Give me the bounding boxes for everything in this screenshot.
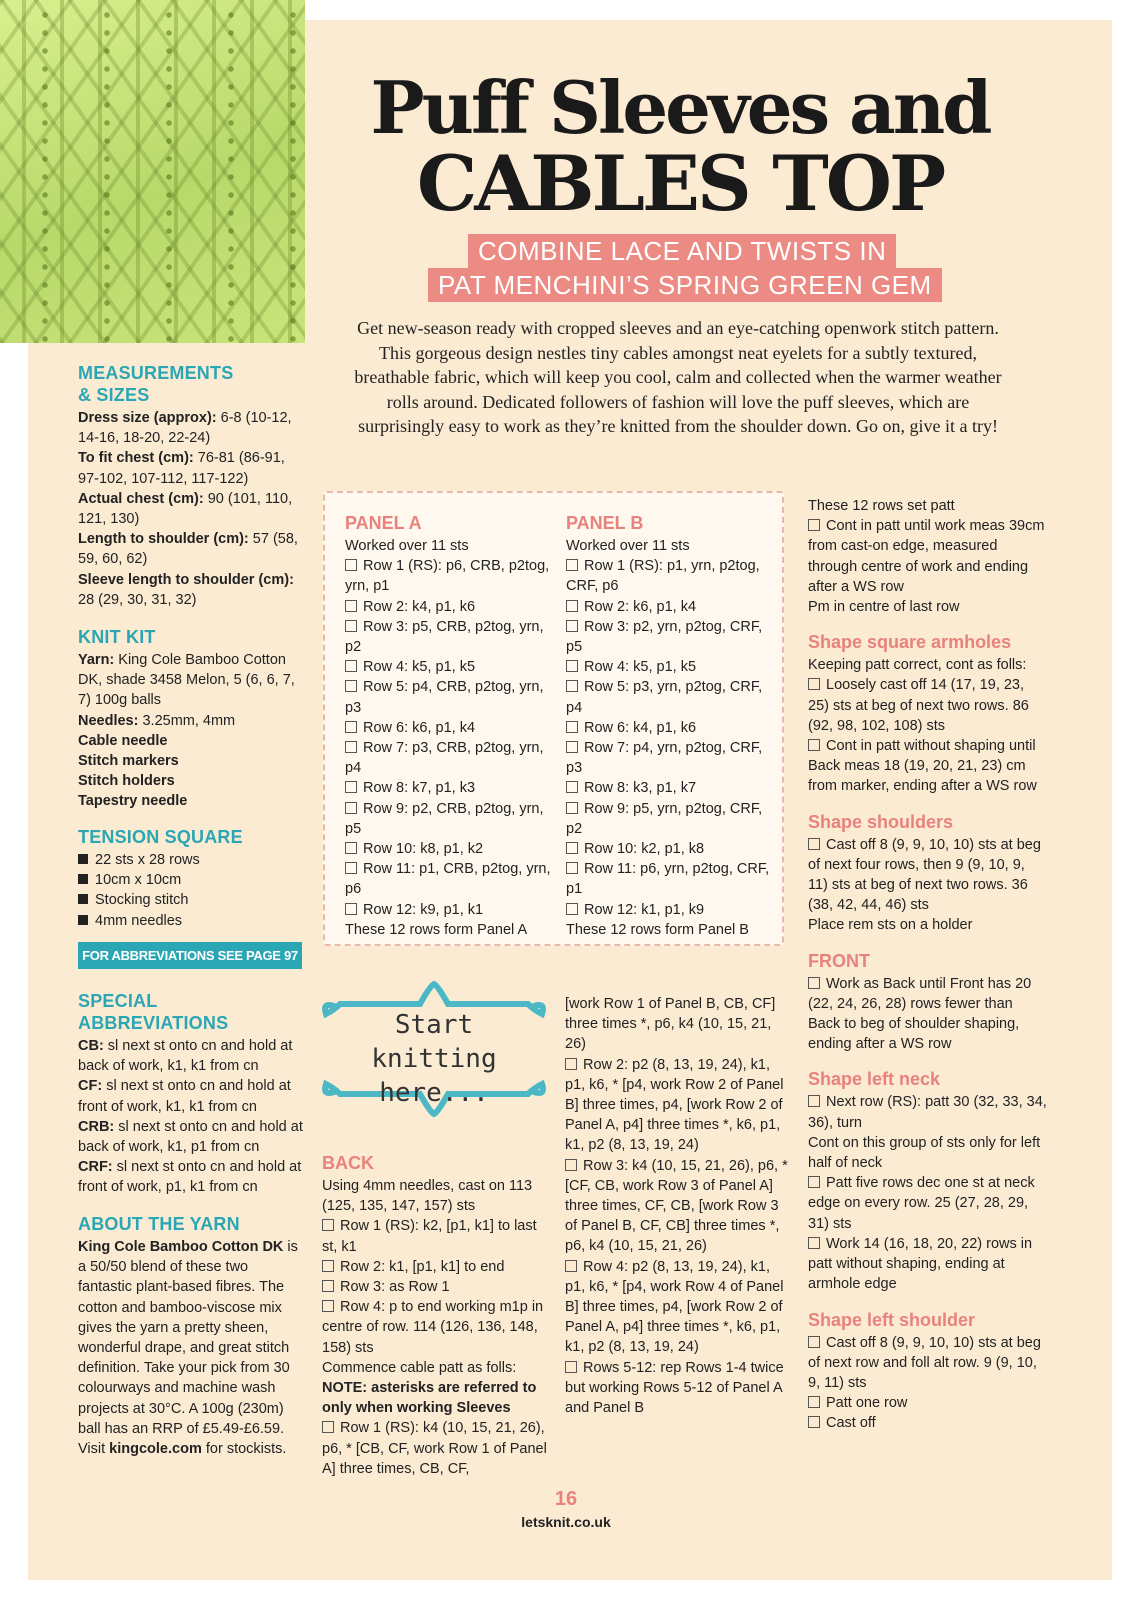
shoulders-heading: Shape shoulders: [808, 811, 954, 832]
measurement-item-3: Actual chest (cm): 90 (101, 110, 121, 130): [78, 490, 293, 528]
checkbox[interactable]: [565, 1159, 577, 1171]
checkbox[interactable]: [345, 620, 357, 632]
yarn-line: Yarn: King Cole Bamboo Cotton DK, shade 3458 Melon, 5 (6, 6, 7, 7) 100g balls: [78, 652, 295, 709]
checkbox[interactable]: [322, 1219, 334, 1231]
checkbox[interactable]: [345, 862, 357, 874]
checkbox[interactable]: [808, 519, 820, 531]
panel-a-row-10: Row 10: k8, p1, k2: [345, 839, 557, 859]
checkbox[interactable]: [566, 559, 578, 571]
abbrev-item-3: CRB: sl next st onto cn and hold at back of work, k1, p1 from cn: [78, 1118, 303, 1156]
left-neck-heading: Shape left neck: [808, 1069, 941, 1090]
checkbox[interactable]: [808, 1336, 820, 1348]
checkbox[interactable]: [345, 660, 357, 672]
tension-item-3: Stocking stitch: [78, 890, 304, 910]
back-row-3: Row 3: as Row 1: [322, 1277, 554, 1297]
panel-a-row-11: Row 11: p1, CRB, p2tog, yrn, p6: [345, 861, 551, 898]
kingcole-link[interactable]: kingcole.com: [109, 1441, 202, 1458]
left-neck-row1: Next row (RS): patt 30 (32, 33, 34, 36), turn: [808, 1094, 1047, 1131]
left-shoulder-row-3: Cast off: [808, 1413, 1048, 1433]
checkbox[interactable]: [345, 600, 357, 612]
checkbox[interactable]: [345, 802, 357, 814]
checkbox[interactable]: [566, 660, 578, 672]
panel-a-row-3: Row 3: p5, CRB, p2tog, yrn, p2: [345, 618, 544, 656]
checkbox[interactable]: [322, 1280, 334, 1292]
panel-a-row-6: Row 6: k6, p1, k4: [345, 718, 557, 738]
checkbox[interactable]: [345, 741, 357, 753]
panel-b-row-12: Row 12: k1, p1, k9: [566, 900, 778, 920]
checkbox[interactable]: [566, 802, 578, 814]
panel-a-heading: PANEL A: [345, 513, 422, 533]
kit-item-4: Tapestry needle: [78, 793, 188, 810]
set-patt: These 12 rows set patt: [808, 498, 955, 514]
panel-a-row-8: Row 8: k7, p1, k3: [345, 778, 557, 798]
about-yarn-section: [78, 1213, 304, 1459]
panel-a-row-7: Row 7: p3, CRB, p2tog, yrn, p4: [345, 740, 544, 777]
knit-swatch-photo: [0, 0, 305, 343]
knit-kit-section: [78, 626, 304, 812]
abbrev-item-1: CB: sl next st onto cn and hold at back of work, k1, k1 from cn: [78, 1038, 293, 1075]
panel-b-heading: PANEL B: [566, 513, 644, 533]
checkbox[interactable]: [808, 1416, 820, 1428]
back-continued: [565, 994, 790, 1418]
panel-b-row-6: Row 6: k4, p1, k6: [566, 718, 778, 738]
checkbox[interactable]: [566, 600, 578, 612]
left-neck-text: Cont on this group of sts only for left half of neck: [808, 1134, 1041, 1172]
panel-a-row-9: Row 9: p2, CRB, p2tog, yrn, p5: [345, 800, 544, 837]
panel-a-row-12: Row 12: k9, p1, k1: [345, 900, 557, 920]
checkbox[interactable]: [345, 559, 357, 571]
panel-b-row-1: Row 1 (RS): p1, yrn, p2tog, CRF, p6: [566, 558, 760, 595]
back-cont: [work Row 1 of Panel B, CB, CF] three times *, p6, k4 (10, 15, 21, 26): [565, 996, 776, 1053]
badge-line-1: Start: [394, 1010, 474, 1040]
checkbox[interactable]: [345, 680, 357, 692]
square-bullet-icon: [78, 894, 88, 904]
start-knitting-badge: [320, 980, 548, 1118]
subtitle-line-1: COMBINE LACE AND TWISTS IN: [468, 234, 896, 268]
back-row1: Row 1 (RS): k4 (10, 15, 21, 26), p6, * [CB, CF, work Row 1 of Panel A] three times, CB, CF,: [322, 1420, 547, 1477]
measurements-heading: MEASUREMENTS & SIZES: [78, 363, 234, 405]
shoulders-tail: Place rem sts on a holder: [808, 917, 973, 934]
badge-line-2: knitting: [371, 1044, 497, 1074]
panel-a-row-5: Row 5: p4, CRB, p2tog, yrn, p3: [345, 679, 544, 716]
shoulders-row: Cast off 8 (9, 9, 10, 10) sts at beg of next four rows, then 9 (9, 10, 9, 11) sts at beg of next two rows. 36 (38, 42, 44, 46) sts: [808, 836, 1041, 914]
checkbox[interactable]: [345, 781, 357, 793]
checkbox[interactable]: [566, 862, 578, 874]
panel-b-row-10: Row 10: k2, p1, k8: [566, 839, 778, 859]
measurements-section: [78, 362, 304, 610]
panel-b-row-2: Row 2: k6, p1, k4: [566, 597, 778, 617]
back-commence: Commence cable patt as folls:: [322, 1359, 517, 1376]
panel-b: [566, 512, 778, 940]
left-neck-row3: Work 14 (16, 18, 20, 22) rows in patt without shaping, ending at armhole edge: [808, 1235, 1033, 1293]
checkbox[interactable]: [565, 1058, 577, 1070]
special-abbrev-section: [78, 990, 304, 1198]
checkbox[interactable]: [808, 1396, 820, 1408]
back-heading: BACK: [322, 1153, 374, 1173]
panel-b-row-8: Row 8: k3, p1, k7: [566, 778, 778, 798]
tension-heading: TENSION SQUARE: [78, 827, 243, 847]
panel-b-row-7: Row 7: p4, yrn, p2tog, CRF, p3: [566, 740, 763, 777]
armhole-row-1: Loosely cast off 14 (17, 19, 23, 25) sts at beg of next two rows. 86 (92, 98, 102, 108) sts: [808, 677, 1029, 734]
square-bullet-icon: [78, 915, 88, 925]
armholes-heading: Shape square armholes: [808, 632, 1012, 653]
back-rows-2-12: [565, 1055, 790, 1419]
back-rows: [322, 1216, 554, 1357]
panel-b-row-11: Row 11: p6, yrn, p2tog, CRF, p1: [566, 861, 770, 898]
armholes-rows: [808, 675, 1048, 796]
panel-a-row-2: Row 2: k4, p1, k6: [345, 597, 557, 617]
measurement-item-5: Sleeve length to shoulder (cm): 28 (29, 30, 31, 32): [78, 571, 294, 608]
panel-a-row-1: Row 1 (RS): p6, CRB, p2tog, yrn, p1: [345, 558, 550, 595]
back-row-4: Row 4: p to end working m1p in centre of row. 114 (126, 136, 148, 158) sts: [322, 1299, 544, 1356]
kit-item-2: Stitch markers: [78, 753, 179, 770]
panel-b-row-9: Row 9: p5, yrn, p2tog, CRF, p2: [566, 800, 763, 837]
panel-a-intro: Worked over 11 sts: [345, 538, 469, 554]
checkbox[interactable]: [322, 1260, 334, 1272]
back-row-cont-2: Row 3: k4 (10, 15, 21, 26), p6, * [CF, CB, work Row 3 of Panel A] three times, CF, CB, [work Row 3 of Panel B, CF, CB] three times *, p6, k4 (10, 15, 21, 26): [565, 1157, 788, 1255]
tension-item-1: 22 sts x 28 rows: [78, 850, 304, 870]
about-yarn-text: King Cole Bamboo Cotton DK is a 50/50 blend of these two fantastic plant-based fibres. The cotton and bamboo-viscose mix gives the yarn a pretty sheen, wonderful drape, and great stitch definition. Take your pick from 30 colourways and machine wash projects at 30°C. A 100g (230m) ball has an RRP of £5.49-£6.59. Visit kingcole.com for stockists.: [78, 1239, 298, 1458]
checkbox[interactable]: [566, 680, 578, 692]
panel-b-outro: These 12 rows form Panel B: [566, 921, 749, 938]
checkbox[interactable]: [808, 1176, 820, 1188]
intro-paragraph: Get new-season ready with cropped sleeves and an eye-catching openwork stitch pattern. This gorgeous design nestles tiny cables amongst neat eyelets for a subtly textured, breathable fabric, which will keep you cool, calm and collected when the warmer weather rolls around. Dedicated followers of fashion will love the puff sleeves, which are surprisingly easy to work as they’re knitted from the shoulder down. Go on, give it a try!: [354, 318, 1002, 437]
panel-b-row-3: Row 3: p2, yrn, p2tog, CRF, p5: [566, 618, 763, 656]
special-abbrev-list: [78, 1036, 304, 1198]
tension-list: [78, 850, 304, 931]
kit-item-1: Cable needle: [78, 732, 168, 749]
panel-a-outro: These 12 rows form Panel A: [345, 921, 528, 938]
armholes-intro: Keeping patt correct, cont as folls:: [808, 657, 1027, 674]
back-row-cont-1: Row 2: p2 (8, 13, 19, 24), k1, p1, k6, * [p4, work Row 2 of Panel B] three times, p4, [work Row 2 of Panel A, p4] three times *, k6, p1, k1, p2 (8, 13, 19, 24): [565, 1056, 784, 1154]
front-row: Work as Back until Front has 20 (22, 24, 26, 28) rows fewer than Back to beg of shoulder shaping, ending after a WS row: [808, 975, 1032, 1053]
checkbox[interactable]: [566, 781, 578, 793]
checkbox[interactable]: [345, 721, 357, 733]
checkbox[interactable]: [808, 1095, 820, 1107]
checkbox[interactable]: [566, 741, 578, 753]
panel-b-rows: [566, 556, 778, 920]
checkbox[interactable]: [566, 620, 578, 632]
back-section: [322, 1152, 554, 1479]
back-row-cont-4: Rows 5-12: rep Rows 1-4 twice but working Rows 5-12 of Panel A and Panel B: [565, 1359, 784, 1417]
page-number: 16: [554, 1488, 578, 1510]
back-row-cont-3: Row 4: p2 (8, 13, 19, 24), k1, p1, k6, * [p4, work Row 4 of Panel B] three times, p4, [work Row 2 of Panel A, p4] three times *, k6, p1, k1, p2 (8, 13, 19, 24): [565, 1258, 784, 1356]
left-shoulder-row-1: Cast off 8 (9, 9, 10, 10) sts at beg of next row and foll alt row. 9 (9, 10, 9, 11) sts: [808, 1334, 1041, 1391]
badge-line-3: here...: [379, 1078, 489, 1108]
panel-a-row-4: Row 4: k5, p1, k5: [345, 657, 557, 677]
checkbox[interactable]: [808, 977, 820, 989]
back-row-2: Row 2: k1, [p1, k1] to end: [322, 1257, 554, 1277]
left-shoulder-heading: Shape left shoulder: [808, 1309, 976, 1330]
panel-b-row-5: Row 5: p3, yrn, p2tog, CRF, p4: [566, 679, 763, 716]
page-title: Puff Sleeves and CABLES TOP: [370, 65, 990, 228]
measurement-item-4: Length to shoulder (cm): 57 (58, 59, 60, 62): [78, 531, 298, 568]
checkbox[interactable]: [566, 903, 578, 915]
measurements-list: [78, 408, 304, 610]
left-shoulder-row-2: Patt one row: [808, 1393, 1048, 1413]
right-column: [808, 496, 1048, 1434]
left-neck-row2: Patt five rows dec one st at neck edge on every row. 25 (27, 28, 29, 31) sts: [808, 1175, 1035, 1232]
abbrev-item-2: CF: sl next st onto cn and hold at front of work, k1, k1 from cn: [78, 1078, 291, 1115]
back-intro: Using 4mm needles, cast on 113 (125, 135, 147, 157) sts: [322, 1178, 533, 1215]
knit-kit-heading: KNIT KIT: [78, 627, 156, 647]
checkbox[interactable]: [345, 903, 357, 915]
tension-item-2: 10cm x 10cm: [78, 870, 304, 890]
pm-text: Pm in centre of last row: [808, 599, 960, 616]
measurement-item-1: Dress size (approx): 6-8 (10-12, 14-16, 18-20, 22-24): [78, 410, 292, 447]
special-abbrev-heading: SPECIAL ABBREVIATIONS: [78, 991, 229, 1033]
tension-section: [78, 826, 304, 931]
back-note: NOTE: asterisks are referred to only when working Sleeves: [322, 1380, 537, 1417]
panel-b-intro: Worked over 11 sts: [566, 538, 690, 554]
kit-extras-list: [78, 731, 304, 812]
left-shoulder-rows: [808, 1333, 1048, 1434]
front-heading: FRONT: [808, 950, 870, 971]
checkbox[interactable]: [808, 678, 820, 690]
panel-b-row-4: Row 4: k5, p1, k5: [566, 657, 778, 677]
square-bullet-icon: [78, 874, 88, 884]
checkbox[interactable]: [808, 1237, 820, 1249]
checkbox[interactable]: [322, 1300, 334, 1312]
abbrev-item-4: CRF: sl next st onto cn and hold at front of work, p1, k1 from cn: [78, 1159, 302, 1196]
armhole-row-2: Cont in patt without shaping until Back meas 18 (19, 20, 21, 23) cm from marker, ending after a WS row: [808, 738, 1037, 795]
square-bullet-icon: [78, 854, 88, 864]
cont-patt: Cont in patt until work meas 39cm from cast-on edge, measured through centre of work and ending after a WS row: [808, 518, 1045, 595]
checkbox[interactable]: [566, 842, 578, 854]
abbreviations-banner: FOR ABBREVIATIONS SEE PAGE 97: [78, 942, 302, 969]
checkbox[interactable]: [565, 1260, 577, 1272]
checkbox[interactable]: [566, 721, 578, 733]
about-yarn-heading: ABOUT THE YARN: [78, 1214, 240, 1234]
panel-a-rows: [345, 556, 557, 920]
checkbox[interactable]: [808, 838, 820, 850]
back-row-1: Row 1 (RS): k2, [p1, k1] to last st, k1: [322, 1218, 537, 1255]
checkbox[interactable]: [565, 1361, 577, 1373]
measurement-item-2: To fit chest (cm): 76-81 (86-91, 97-102, 107-112, 117-122): [78, 450, 285, 487]
checkbox[interactable]: [345, 842, 357, 854]
panel-a: [345, 512, 557, 940]
kit-item-3: Stitch holders: [78, 773, 175, 790]
tension-item-4: 4mm needles: [78, 911, 304, 931]
site-url[interactable]: letsknit.co.uk: [521, 1514, 611, 1530]
subtitle-line-2: PAT MENCHINI’S SPRING GREEN GEM: [428, 268, 942, 302]
checkbox[interactable]: [808, 739, 820, 751]
checkbox[interactable]: [322, 1421, 334, 1433]
needles-line: Needles: 3.25mm, 4mm: [78, 712, 236, 729]
